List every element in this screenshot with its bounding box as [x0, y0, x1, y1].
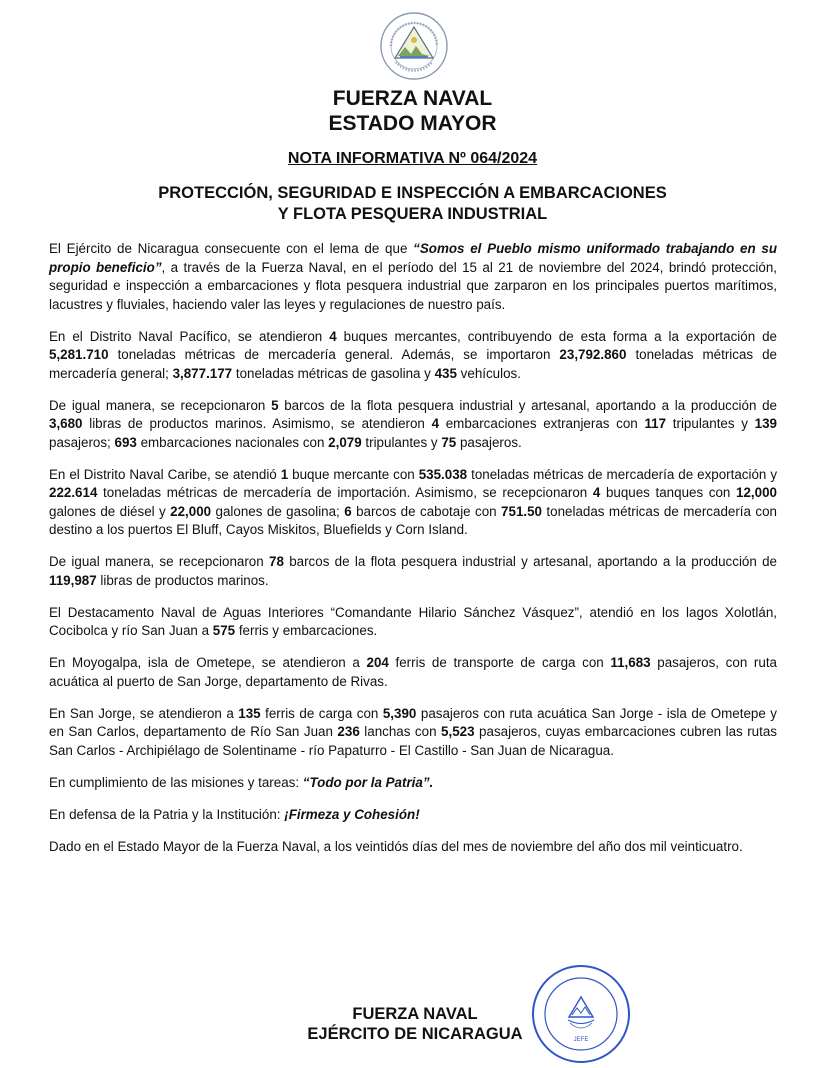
emphasis-text: 575 — [212, 623, 236, 638]
paragraph-8 — [49, 705, 777, 761]
emphasis-text: 435 — [434, 365, 457, 381]
emphasis-text: 693 — [114, 434, 137, 450]
paragraph-text: toneladas métricas de mercadería general. Además, se importaron — [108, 347, 560, 362]
paragraph-text: ferris de transporte de carga con — [388, 655, 611, 670]
paragraph-text: pasajeros con ruta acuática San Jorge - isla de Ometepe y en San Carlos, departamento de Río San Juan — [49, 705, 777, 739]
emphasis-text: 119,987 — [49, 572, 97, 588]
emphasis-text: 3,680 — [49, 416, 83, 431]
emphasis-text: 1 — [280, 466, 289, 482]
paragraph-text: buques tanques con — [600, 485, 737, 500]
emphasis-text: 236 — [337, 724, 360, 739]
paragraph-text: pasajeros, cuyas embarcaciones cubren las rutas San Carlos - Archipiélago de Solentiname - río Papaturro - El Castillo - San Juan de Nicaragua. — [49, 724, 777, 758]
paragraph-1 — [49, 240, 777, 314]
paragraph-11 — [49, 838, 777, 857]
subject-line-1: PROTECCIÓN, SEGURIDAD E INSPECCIÓN A EMBARCACIONES — [158, 184, 667, 202]
emphasis-text: 117 — [644, 416, 667, 431]
emphasis-text: 5,281.710 — [49, 347, 109, 362]
subject-heading — [0, 183, 825, 225]
paragraph-text: lanchas con — [359, 724, 442, 739]
emphasis-text: “Somos el Pueblo mismo uniformado trabajando en su propio beneficio” — [49, 241, 777, 275]
emphasis-text: 3,877.177 — [172, 365, 233, 381]
document-body — [49, 240, 777, 870]
emphasis-text: 4 — [431, 416, 440, 431]
paragraph-text: barcos de la flota pesquera industrial y artesanal, aportando a la producción de — [278, 397, 777, 413]
paragraph-3 — [49, 397, 777, 453]
paragraph-text: ferris y embarcaciones. — [235, 623, 378, 638]
paragraph-text: libras de productos marinos. Asimismo, se atendieron — [82, 416, 432, 431]
paragraph-text: En San Jorge, se atendieron a — [49, 705, 239, 721]
org-title-line1: FUERZA NAVAL — [332, 87, 493, 110]
nicaragua-coat-of-arms-seal — [378, 10, 450, 82]
paragraph-text: pasajeros; — [49, 434, 115, 450]
paragraph-text: embarcaciones nacionales con — [136, 434, 329, 450]
paragraph-text: En defensa de la Patria y la Institución: — [49, 806, 285, 822]
paragraph-text: El Destacamento Naval de Aguas Interiores “Comandante Hilario Sánchez Vásquez”, atendió en los lagos Xolotlán, Cocibolca y río San Juan a — [49, 604, 777, 638]
paragraph-text: pasajeros. — [456, 434, 522, 450]
emphasis-text: 5,390 — [382, 705, 417, 721]
emphasis-text: 139 — [754, 416, 777, 431]
signature-line-1: FUERZA NAVAL — [352, 1005, 478, 1023]
emphasis-text: 222.614 — [49, 485, 98, 500]
emphasis-text: 75 — [441, 434, 457, 450]
paragraph-text: tripulantes y — [361, 434, 442, 450]
paragraph-7 — [49, 654, 777, 691]
paragraph-text: ferris de carga con — [260, 705, 383, 721]
paragraph-text: toneladas métricas de mercadería con destino a los puertos El Bluff, Cayos Miskitos, Bluefields y Corn Island. — [49, 503, 777, 537]
paragraph-text: El Ejército de Nicaragua consecuente con el lema de que — [49, 241, 414, 256]
emphasis-text: 5,523 — [441, 724, 475, 739]
paragraph-9 — [49, 774, 777, 793]
paragraph-10 — [49, 806, 777, 825]
paragraph-text: pasajeros, con ruta acuática al puerto de San Jorge, departamento de Rivas. — [49, 655, 778, 689]
paragraph-text: En cumplimiento de las misiones y tareas: — [49, 774, 303, 790]
stamp-center-text: JEFE — [573, 1037, 589, 1043]
emphasis-text: “Todo por la Patria”. — [302, 774, 434, 790]
emphasis-text: 535.038 — [418, 466, 468, 482]
paragraph-text: toneladas métricas de mercadería de exportación y — [467, 466, 778, 482]
paragraph-text: En el Distrito Naval Caribe, se atendió — [49, 466, 281, 482]
emphasis-text: 12,000 — [736, 485, 777, 500]
note-number-title: NOTA INFORMATIVA Nº 064/2024 — [287, 150, 538, 167]
paragraph-text: , a través de la Fuerza Naval, en el período del 15 al 21 de noviembre del 2024, brindó protección, seguridad e inspección a embarcaciones y flota pesquera industrial que zarparon en los principales puertos marítimos, lacustres y fluviales, haciendo valer las leyes y regulaciones de nuestro país. — [49, 259, 777, 312]
paragraph-text: Dado en el Estado Mayor de la Fuerza Naval, a los veintidós días del mes de noviembre del año dos mil veinticuatro. — [49, 838, 743, 854]
paragraph-text: libras de productos marinos. — [96, 572, 269, 588]
paragraph-2 — [49, 328, 777, 384]
emphasis-text: 22,000 — [170, 503, 212, 519]
emphasis-text: ¡Firmeza y Cohesión! — [284, 806, 420, 822]
subject-line-2: Y FLOTA PESQUERA INDUSTRIAL — [277, 205, 548, 223]
paragraph-text: buques mercantes, contribuyendo de esta forma a la exportación de — [336, 328, 777, 344]
paragraph-text: buque mercante con — [288, 466, 419, 482]
paragraph-6 — [49, 604, 777, 641]
emphasis-text: 4 — [592, 485, 601, 500]
emphasis-text: 5 — [271, 397, 279, 413]
emphasis-text: 78 — [269, 554, 284, 569]
paragraph-text: tripulantes y — [666, 416, 755, 431]
paragraph-4 — [49, 466, 777, 540]
emphasis-text: 2,079 — [328, 434, 362, 450]
paragraph-5 — [49, 553, 777, 590]
paragraph-text: galones de diésel y — [49, 503, 171, 519]
paragraph-text: En Moyogalpa, isla de Ometepe, se atendieron a — [49, 655, 367, 670]
paragraph-text: vehículos. — [456, 365, 521, 381]
emphasis-text: 11,683 — [610, 655, 651, 670]
paragraph-text: galones de gasolina; — [211, 503, 345, 519]
emphasis-text: 4 — [329, 328, 337, 344]
paragraph-text: toneladas métricas de mercadería general; — [49, 347, 777, 381]
org-title-line2: ESTADO MAYOR — [328, 112, 497, 135]
paragraph-text: En el Distrito Naval Pacífico, se atendieron — [49, 328, 330, 344]
paragraph-text: barcos de cabotaje con — [351, 503, 502, 519]
paragraph-text: embarcaciones extranjeras con — [439, 416, 645, 431]
emphasis-text: 6 — [344, 503, 352, 519]
paragraph-text: De igual manera, se recepcionaron — [49, 554, 269, 569]
emphasis-text: 135 — [238, 705, 261, 721]
paragraph-text: De igual manera, se recepcionaron — [49, 397, 272, 413]
signature-line-2: EJÉRCITO DE NICARAGUA — [307, 1025, 523, 1043]
paragraph-text: toneladas métricas de gasolina y — [232, 365, 435, 381]
official-stamp-seal — [530, 963, 632, 1065]
paragraph-text: toneladas métricas de mercadería de importación. Asimismo, se recepcionaron — [97, 485, 593, 500]
emphasis-text: 751.50 — [501, 503, 543, 519]
paragraph-text: barcos de la flota pesquera industrial y artesanal, aportando a la producción de — [283, 554, 778, 569]
emphasis-text: 23,792.860 — [559, 347, 627, 362]
emphasis-text: 204 — [366, 655, 389, 670]
signature-block — [280, 1004, 550, 1044]
